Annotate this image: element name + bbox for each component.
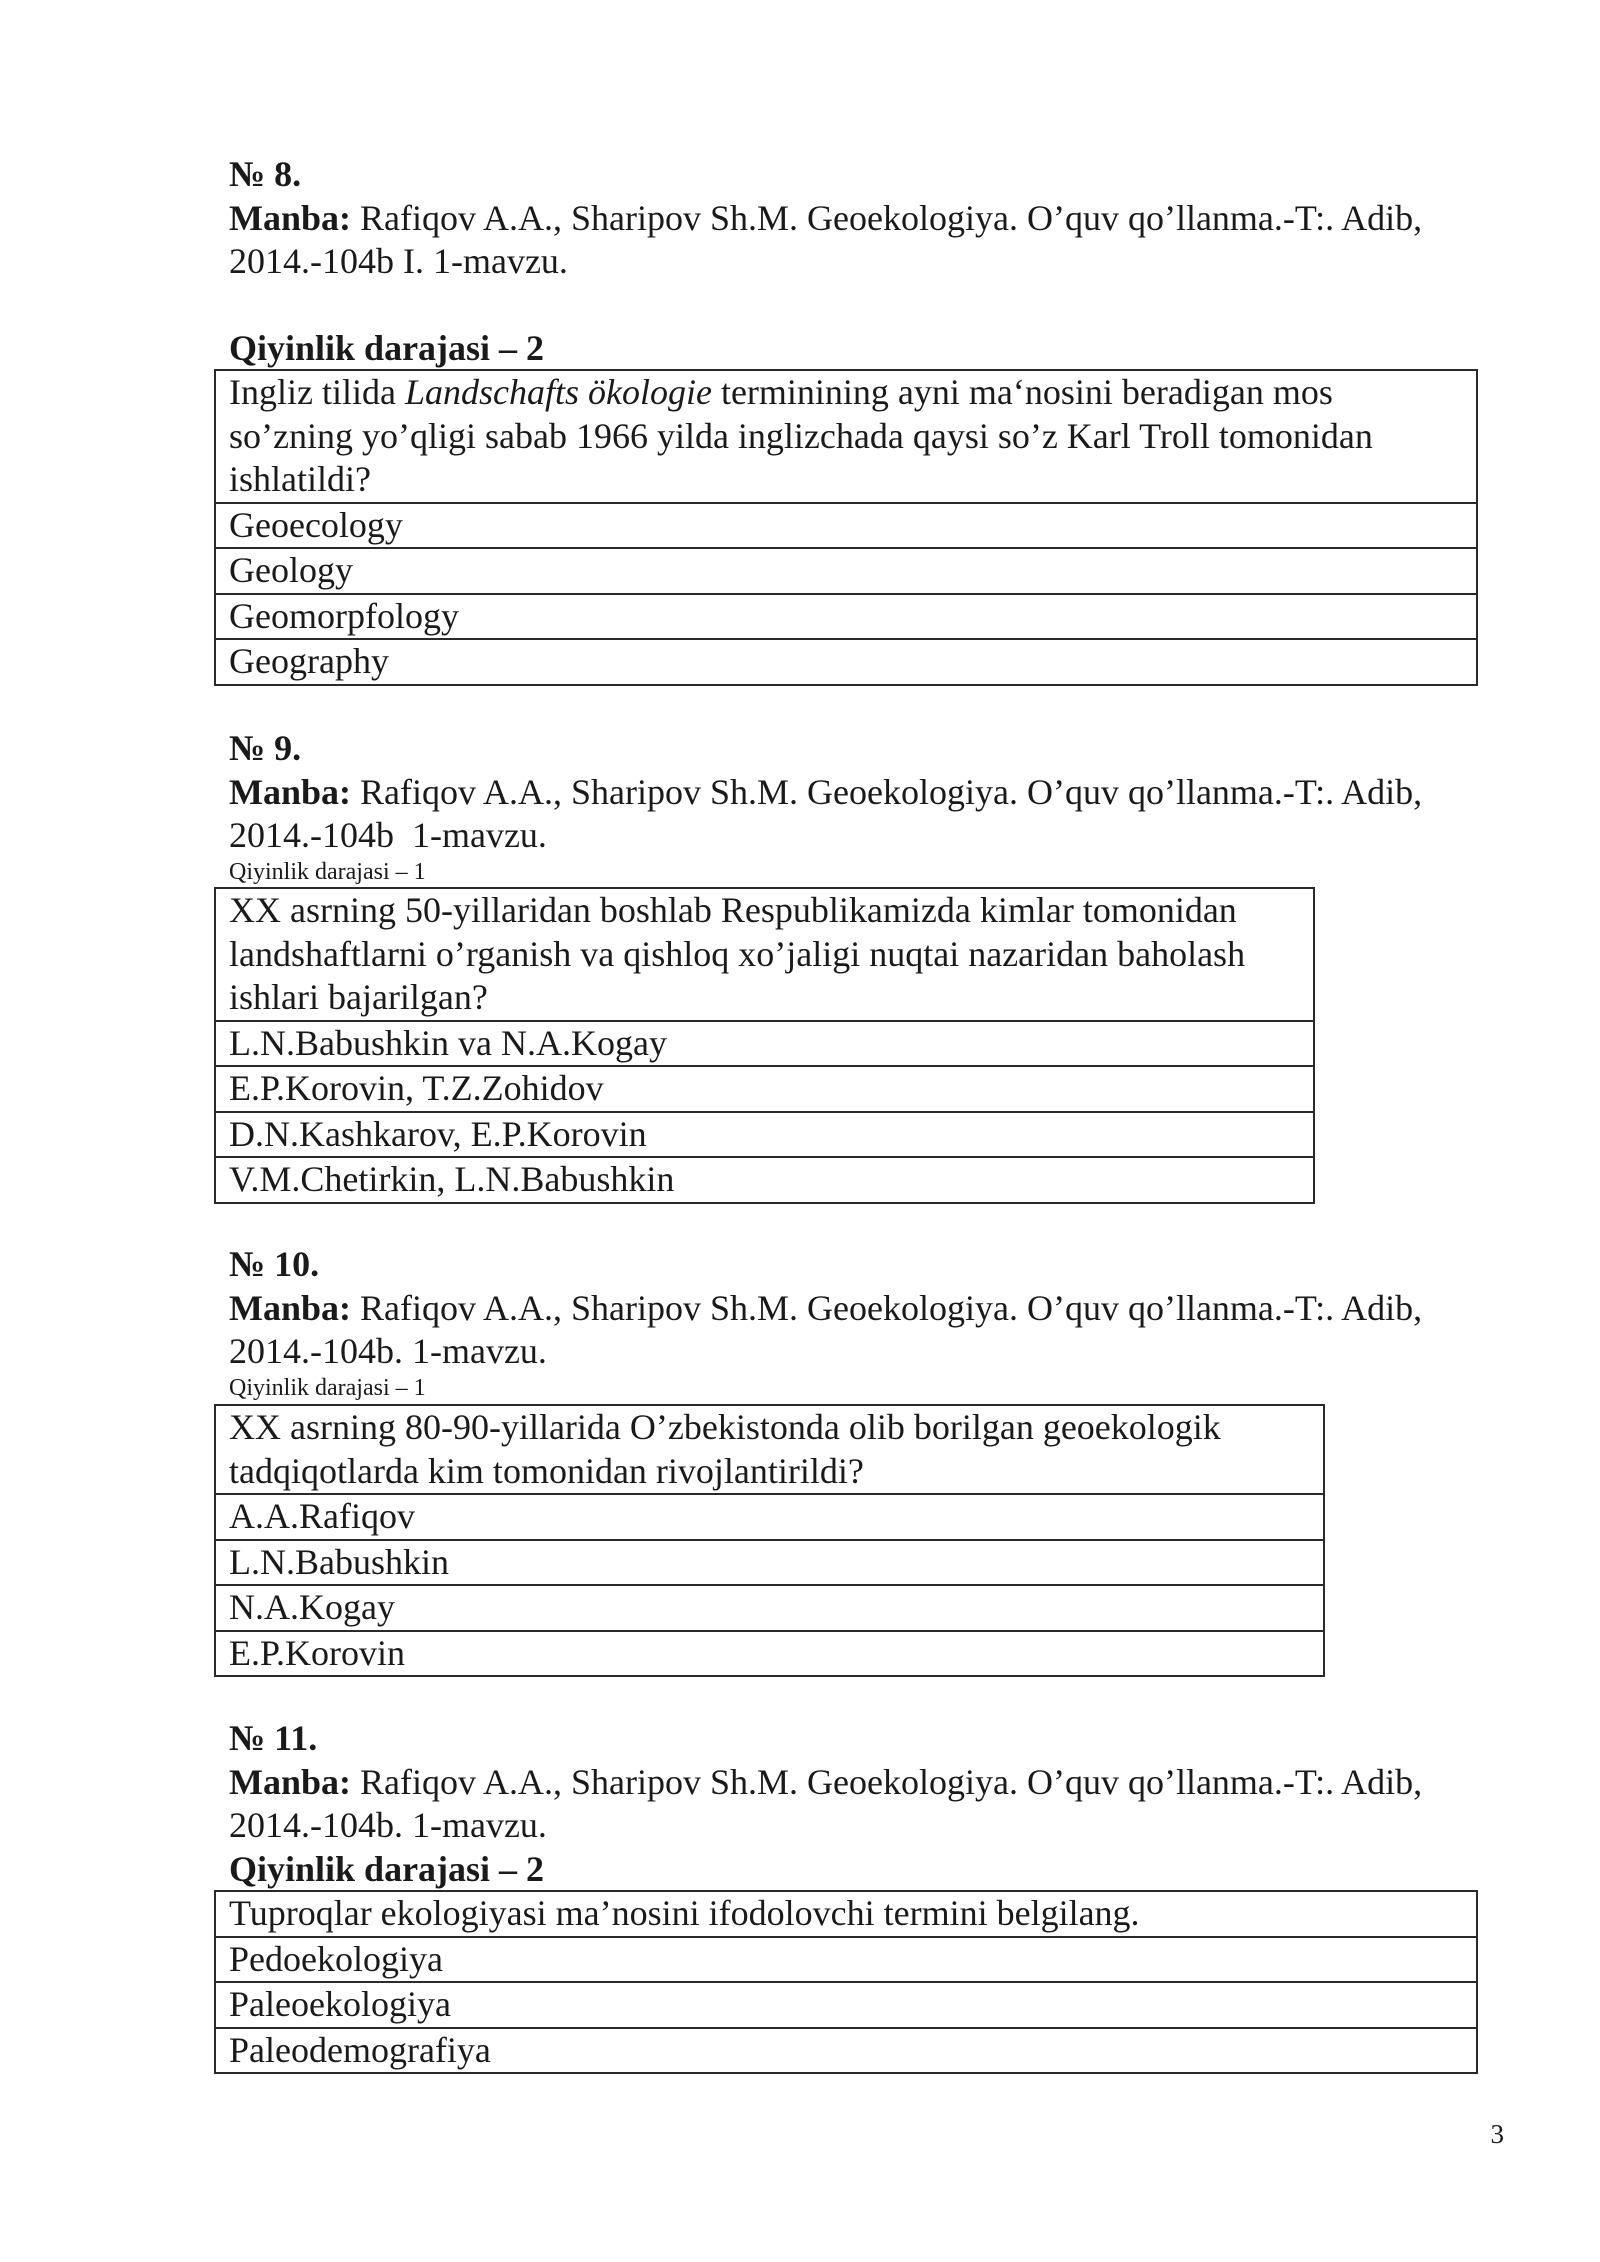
source-line-2: 2014.-104b. 1-mavzu. (229, 1331, 547, 1371)
source-text: Rafiqov A.A., Sharipov Sh.M. Geoekologiya. O’quv qo’llanma.-T:. Adib, (351, 771, 1423, 812)
question-9-table (214, 887, 1315, 1204)
question-10-table (214, 1404, 1325, 1677)
question-8-table (214, 369, 1478, 686)
answer-option: E.P.Korovin, T.Z.Zohidov (215, 1066, 1314, 1112)
difficulty-level: Qiyinlik darajasi – 2 (229, 327, 545, 368)
question-number: № 11. (229, 1718, 318, 1758)
question-italic-term: Landschafts ökologie (404, 372, 712, 412)
source-label: Manba: (229, 771, 352, 812)
source-line-2: 2014.-104b I. 1-mavzu. (229, 241, 568, 281)
question-11-table (214, 1890, 1478, 2074)
answer-option: V.M.Chetirkin, L.N.Babushkin (215, 1157, 1314, 1203)
answer-option: Geomorpfology (215, 594, 1477, 640)
question-text: Ingliz tilida Landschafts ökologie terminining ayni ma‘nosini beradigan mos so’zning yo’qligi sabab 1966 yilda inglizchada qaysi so’z Karl Troll tomonidan ishlatildi? (215, 370, 1477, 503)
answer-option: Geoecology (215, 503, 1477, 549)
answer-option: A.A.Rafiqov (215, 1494, 1324, 1540)
question-10-header (229, 1243, 1422, 1403)
source-line (229, 771, 1422, 815)
difficulty-level: Qiyinlik darajasi – 1 (229, 1374, 426, 1401)
source-line (229, 1761, 1422, 1805)
source-line-2: 2014.-104b. 1-mavzu. (229, 1805, 547, 1845)
source-text: Rafiqov A.A., Sharipov Sh.M. Geoekologiya. O’quv qo’llanma.-T:. Adib, (351, 1761, 1423, 1802)
question-9-header (229, 727, 1422, 887)
difficulty-level: Qiyinlik darajasi – 2 (229, 1848, 545, 1889)
source-label: Manba: (229, 1287, 352, 1328)
source-line (229, 1287, 1422, 1331)
source-text: Rafiqov A.A., Sharipov Sh.M. Geoekologiya. O’quv qo’llanma.-T:. Adib, (351, 1287, 1423, 1328)
question-11-header (229, 1717, 1422, 1891)
question-number: № 8. (229, 154, 302, 194)
answer-option: Paleoekologiya (215, 1982, 1477, 2028)
answer-option: N.A.Kogay (215, 1585, 1324, 1631)
answer-option: L.N.Babushkin va N.A.Kogay (215, 1021, 1314, 1067)
source-label: Manba: (229, 1761, 352, 1802)
question-text: Tuproqlar ekologiyasi ma’nosini ifodolovchi termini belgilang. (215, 1891, 1477, 1937)
answer-option: Pedoekologiya (215, 1937, 1477, 1983)
question-text: XX asrning 80-90-yillarida O’zbekistonda olib borilgan geoekologik tadqiqotlarda kim tomonidan rivojlantirildi? (215, 1405, 1324, 1494)
question-text: XX asrning 50-yillaridan boshlab Respublikamizda kimlar tomonidan landshaftlarni o’rganish va qishloq xo’jaligi nuqtai nazaridan baholash ishlari bajarilgan? (215, 888, 1314, 1021)
answer-option: Geography (215, 639, 1477, 685)
answer-option: L.N.Babushkin (215, 1540, 1324, 1586)
answer-option: D.N.Kashkarov, E.P.Korovin (215, 1112, 1314, 1158)
source-text: Rafiqov A.A., Sharipov Sh.M. Geoekologiya. O’quv qo’llanma.-T:. Adib, (351, 197, 1423, 238)
question-number: № 10. (229, 1244, 320, 1284)
question-8-header (229, 153, 1422, 370)
difficulty-level: Qiyinlik darajasi – 1 (229, 858, 426, 885)
page-number: 3 (1490, 2119, 1504, 2149)
answer-option: Paleodemografiya (215, 2028, 1477, 2074)
source-line-2: 2014.-104b 1-mavzu. (229, 815, 547, 855)
source-line (229, 197, 1422, 241)
answer-option: E.P.Korovin (215, 1631, 1324, 1677)
source-label: Manba: (229, 197, 352, 238)
question-number: № 9. (229, 728, 302, 768)
answer-option: Geology (215, 548, 1477, 594)
